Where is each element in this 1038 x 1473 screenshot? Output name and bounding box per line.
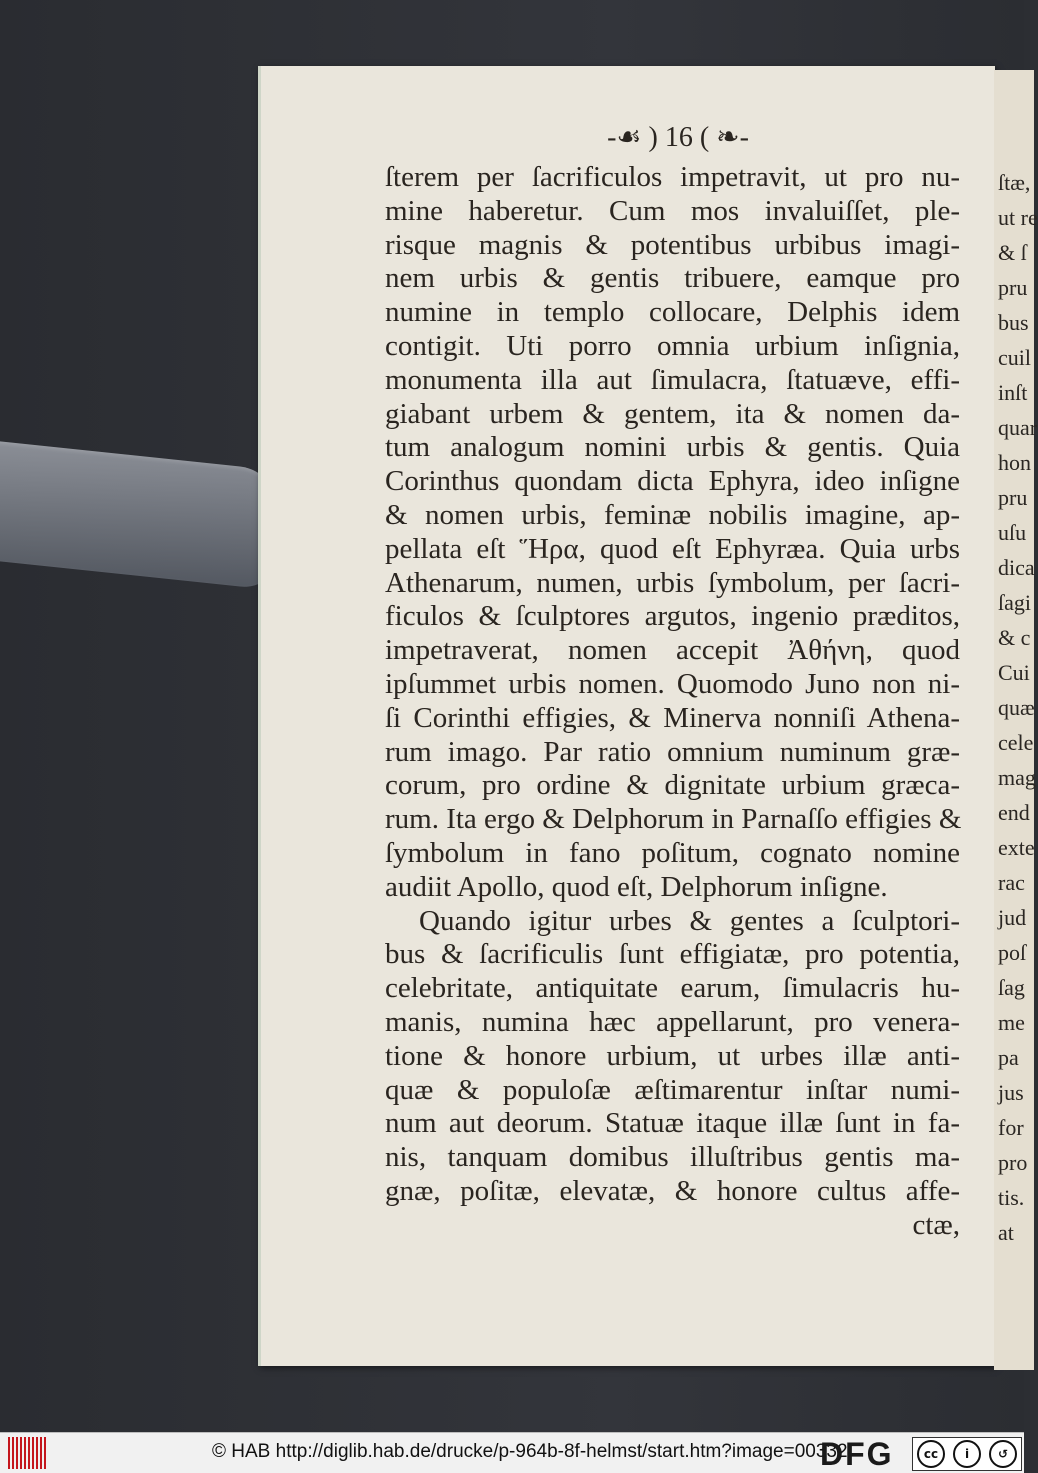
adjacent-page-fragment: ut re — [998, 205, 1038, 230]
text-line: nem urbis & gentis tribuere, eamque pro — [385, 262, 960, 295]
text-line: rum imago. Par ratio omnium numinum græ- — [385, 735, 960, 768]
text-line: celebritate, antiquitate earum, ſimulacris hu- — [385, 972, 960, 1005]
sa-icon: ↺ — [989, 1440, 1017, 1468]
dfg-logo: DFG — [820, 1436, 894, 1472]
text-line: nis, tanquam domibus illuſtribus gentis ma- — [385, 1141, 960, 1174]
adjacent-page-fragment: hon — [998, 450, 1031, 475]
text-line: tione & honore urbium, ut urbes illæ anti- — [385, 1039, 960, 1072]
text-line: risque magnis & potentibus urbibus imagi- — [385, 228, 960, 261]
adjacent-page-fragment: jus — [998, 1080, 1024, 1105]
text-line: ipſummet urbis nomen. Quomodo Juno non ni- — [385, 667, 960, 700]
text-line: Corinthus quondam dicta Ephyra, ideo inſigne — [385, 465, 960, 498]
adjacent-page-fragment: ſagi — [998, 590, 1031, 615]
adjacent-page-fragment: uſu — [998, 520, 1027, 545]
adjacent-page-fragment: ſag — [998, 975, 1025, 1000]
adjacent-page-fragment: cele — [998, 730, 1034, 755]
text-line: giabant urbem & gentem, ita & nomen da- — [385, 397, 960, 430]
adjacent-page-fragment: ſtæ, — [998, 170, 1031, 195]
text-line: rum. Ita ergo & Delphorum in Parnaſſo effigies & — [385, 803, 962, 836]
text-line: ficulos & ſculptores argutos, ingenio præditos, — [385, 600, 960, 633]
adjacent-page-edge — [994, 70, 1038, 1370]
adjacent-page-fragment: quar — [998, 415, 1038, 440]
adjacent-page-fragment: dica — [998, 555, 1035, 580]
text-line: Quando igitur urbes & gentes a ſculptori- — [419, 904, 960, 937]
adjacent-page-fragment: pro — [998, 1150, 1028, 1175]
page-text-block — [385, 161, 960, 1243]
adjacent-page-fragment: rac — [998, 870, 1025, 895]
adjacent-page-fragment: at — [998, 1220, 1014, 1245]
text-line: Athenarum, numen, urbis ſymbolum, per ſacri- — [385, 566, 960, 599]
adjacent-page-fragment: inſt — [998, 380, 1028, 405]
adjacent-page-fragment: bus — [998, 310, 1029, 335]
adjacent-page-fragment: pa — [998, 1045, 1019, 1070]
page-header: -☙ ) 16 ( ❧- — [607, 122, 749, 153]
text-line: ſymbolum in fano poſitum, cognato nomine — [385, 836, 960, 869]
adjacent-page-fragment: Cui — [998, 660, 1030, 685]
adjacent-page-fragment: & c — [998, 625, 1031, 650]
adjacent-page-fragment: & ſ — [998, 240, 1027, 265]
copyright-link[interactable]: © HAB http://diglib.hab.de/drucke/p-964b-8f-helmst/start.htm?image=00332 — [212, 1441, 848, 1462]
text-line: num aut deorum. Statuæ itaque illæ ſunt in fa- — [385, 1107, 960, 1140]
text-line: & nomen urbis, feminæ nobilis imagine, ap- — [385, 498, 960, 531]
text-line: numine in templo collocare, Delphis idem — [385, 296, 960, 329]
adjacent-page-fragment: exte — [998, 835, 1035, 860]
text-line: corum, pro ordine & dignitate urbium græca- — [385, 769, 960, 802]
footer-bar — [0, 1432, 1024, 1473]
text-line: contigit. Uti porro omnia urbium inſignia, — [385, 329, 960, 362]
text-line: audiit Apollo, quod eſt, Delphorum inſigne. — [385, 870, 888, 903]
text-line: ſi Corinthi effigies, & Minerva nonniſi Athena- — [385, 701, 960, 734]
adjacent-page-fragment: jud — [998, 905, 1027, 930]
text-line: pellata eſt Ἥρα, quod eſt Ephyræa. Quia urbs — [385, 532, 960, 565]
adjacent-page-fragment: tis. — [998, 1185, 1025, 1210]
by-icon: i — [953, 1440, 981, 1468]
adjacent-page-fragment: end — [998, 800, 1030, 825]
text-line: mine haberetur. Cum mos invaluiſſet, ple- — [385, 194, 960, 227]
cc-icon: cc — [917, 1440, 945, 1468]
hab-logo-icon — [8, 1437, 48, 1469]
text-line: gnæ, poſitæ, elevatæ, & honore cultus affe- — [385, 1174, 960, 1207]
adjacent-page-fragment: me — [998, 1010, 1025, 1035]
adjacent-page-fragment: for — [998, 1115, 1024, 1140]
license-badge[interactable] — [912, 1437, 1022, 1471]
text-line: ctæ, — [912, 1208, 960, 1241]
text-line: monumenta illa aut ſimulacra, ſtatuæve, effi- — [385, 363, 960, 396]
adjacent-page-fragment: pru — [998, 485, 1028, 510]
text-line: quæ & populoſæ æſtimarentur inſtar numi- — [385, 1073, 960, 1106]
adjacent-page-fragment: quæ — [998, 695, 1035, 720]
adjacent-page-fragment: poſ — [998, 940, 1027, 965]
text-line: impetraverat, nomen accepit Ἀθήνη, quod — [385, 634, 960, 667]
text-line: manis, numina hæc appellarunt, pro venera- — [385, 1005, 960, 1038]
text-line: tum analogum nomini urbis & gentis. Quia — [385, 431, 960, 464]
adjacent-page-fragment: pru — [998, 275, 1028, 300]
adjacent-page-fragment: cuil — [998, 345, 1031, 370]
text-line: ſterem per ſacrificulos impetravit, ut pro nu- — [385, 161, 960, 193]
text-line: bus & ſacrificulis ſunt effigiatæ, pro potentia, — [385, 938, 960, 971]
adjacent-page-fragment: mag — [998, 765, 1036, 790]
